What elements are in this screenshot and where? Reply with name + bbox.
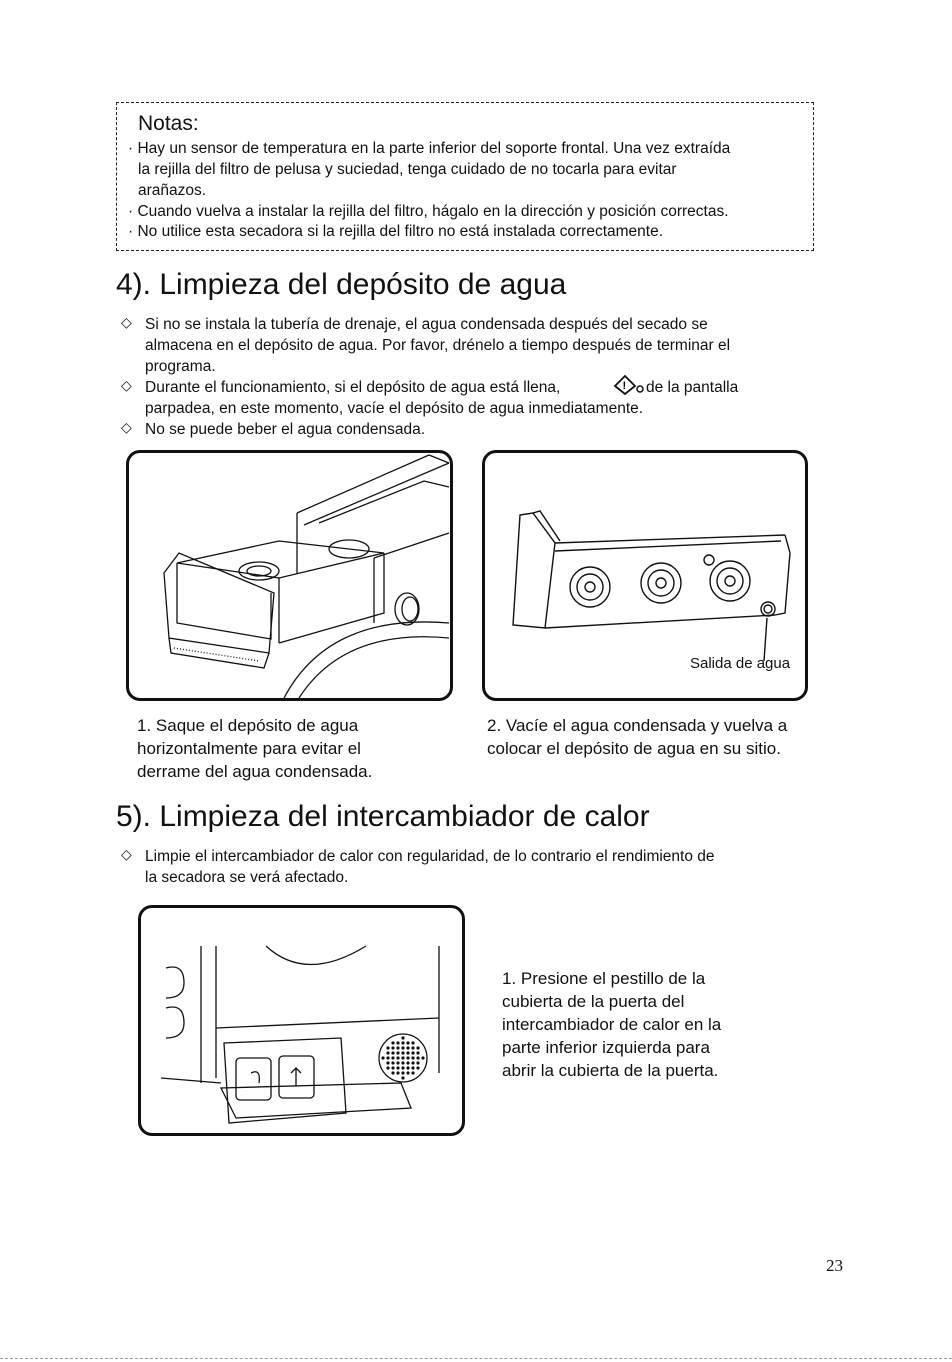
caption-heat-exchanger: 1. Presione el pestillo de la — [502, 969, 706, 988]
bullet-text: Si no se instala la tubería de drenaje, el agua condensada después del secado se — [145, 316, 708, 333]
diamond-bullet-icon: ◇ — [121, 377, 132, 393]
diamond-bullet-icon: ◇ — [121, 314, 132, 330]
bullet-text: de la pantalla — [646, 379, 739, 396]
bullet-text: parpadea, en este momento, vacíe el depósito de agua inmediatamente. — [145, 400, 644, 417]
grille-dot — [386, 1056, 389, 1059]
caption-heat-exchanger: cubierta de la puerta del — [502, 992, 685, 1011]
grille-dot — [406, 1061, 409, 1064]
grille-dot — [416, 1061, 419, 1064]
diamond-bullet-icon: ◇ — [121, 419, 132, 435]
bullet-text: Limpie el intercambiador de calor con regularidad, de lo contrario el rendimiento de — [145, 848, 715, 865]
figure-remove-water-tank — [126, 450, 453, 701]
grille-dot — [396, 1071, 399, 1074]
grille-dot — [411, 1061, 414, 1064]
grille-dot — [396, 1051, 399, 1054]
grille-dot — [396, 1041, 399, 1044]
grille-dot — [396, 1056, 399, 1059]
grille-dot — [421, 1056, 424, 1059]
grille-dot — [401, 1066, 404, 1069]
notes-line: · Cuando vuelva a instalar la rejilla del filtro, hágalo en la dirección y posición correctas. — [128, 203, 729, 220]
grille-dot — [411, 1041, 414, 1044]
section-heading-water-tank: 4). Limpieza del depósito de agua — [116, 268, 567, 301]
diamond-bullet-icon: ◇ — [121, 846, 132, 862]
bullet-text: No se puede beber el agua condensada. — [145, 421, 426, 438]
caption-heat-exchanger: abrir la cubierta de la puerta. — [502, 1061, 719, 1080]
grille-dot — [401, 1051, 404, 1054]
notes-line: la rejilla del filtro de pelusa y suciedad, tenga cuidado de no tocarla para evitar — [138, 161, 677, 178]
grille-dot — [396, 1061, 399, 1064]
grille-dot — [391, 1071, 394, 1074]
grille-dot — [416, 1051, 419, 1054]
notes-line: · No utilice esta secadora si la rejilla del filtro no está instalada correctamente. — [128, 223, 664, 240]
dryer-drawer-illustration — [129, 453, 450, 698]
grille-dot — [381, 1056, 384, 1059]
grille-dot — [386, 1051, 389, 1054]
bullet-text: almacena en el depósito de agua. Por favor, drénelo a tiempo después de terminar el — [145, 337, 731, 354]
section-heading-heat-exchanger: 5). Limpieza del intercambiador de calor — [116, 800, 650, 833]
grille-dot — [401, 1046, 404, 1049]
grille-dot — [391, 1046, 394, 1049]
grille-dot — [401, 1056, 404, 1059]
grille-dot — [391, 1061, 394, 1064]
grille-dot — [406, 1051, 409, 1054]
grille-dot — [406, 1041, 409, 1044]
figure-open-heat-exchanger-cover — [138, 905, 465, 1136]
grille-dot — [391, 1051, 394, 1054]
grille-dot — [401, 1061, 404, 1064]
page-number: 23 — [826, 1256, 843, 1275]
grille-dot — [386, 1046, 389, 1049]
heat-exchanger-illustration — [141, 908, 462, 1133]
grille-dot — [391, 1056, 394, 1059]
grille-dot — [401, 1076, 404, 1079]
caption-step2: 2. Vacíe el agua condensada y vuelva a — [487, 716, 788, 735]
bullet-text: Durante el funcionamiento, si el depósito de agua está llena, — [145, 379, 561, 396]
grille-dot — [401, 1071, 404, 1074]
figure-water-tank-outlet — [482, 450, 808, 701]
grille-dot — [391, 1041, 394, 1044]
grille-dot — [386, 1066, 389, 1069]
notes-line: arañazos. — [138, 182, 207, 199]
grille-dot — [411, 1066, 414, 1069]
bullet-text: programa. — [145, 358, 216, 375]
grille-dot — [411, 1071, 414, 1074]
notes-title: Notas: — [138, 112, 199, 135]
grille-dot — [396, 1046, 399, 1049]
grille-dot — [401, 1041, 404, 1044]
notes-line: · Hay un sensor de temperatura en la parte inferior del soporte frontal. Una vez extraída — [128, 140, 731, 157]
grille-dot — [411, 1051, 414, 1054]
grille-dot — [416, 1066, 419, 1069]
water-tank-full-icon — [612, 374, 646, 396]
water-outlet-label: Salida de agua — [690, 655, 791, 672]
grille-dot — [401, 1036, 404, 1039]
grille-dot — [416, 1056, 419, 1059]
caption-step1: 1. Saque el depósito de agua — [137, 716, 359, 735]
page-bottom-rule — [0, 1358, 952, 1359]
grille-dot — [406, 1071, 409, 1074]
grille-dot — [411, 1046, 414, 1049]
caption-step1: horizontalmente para evitar el — [137, 739, 361, 758]
grille-dot — [411, 1056, 414, 1059]
grille-dot — [406, 1066, 409, 1069]
grille-dot — [416, 1046, 419, 1049]
grille-dot — [396, 1066, 399, 1069]
grille-dot — [386, 1061, 389, 1064]
svg-text:!: ! — [622, 380, 627, 392]
bullet-text: la secadora se verá afectado. — [145, 869, 349, 886]
caption-step1: derrame del agua condensada. — [137, 762, 373, 781]
caption-step2: colocar el depósito de agua en su sitio. — [487, 739, 781, 758]
grille-dot — [391, 1066, 394, 1069]
grille-dot — [406, 1056, 409, 1059]
caption-heat-exchanger: parte inferior izquierda para — [502, 1038, 710, 1057]
caption-heat-exchanger: intercambiador de calor en la — [502, 1015, 722, 1034]
grille-dot — [406, 1046, 409, 1049]
